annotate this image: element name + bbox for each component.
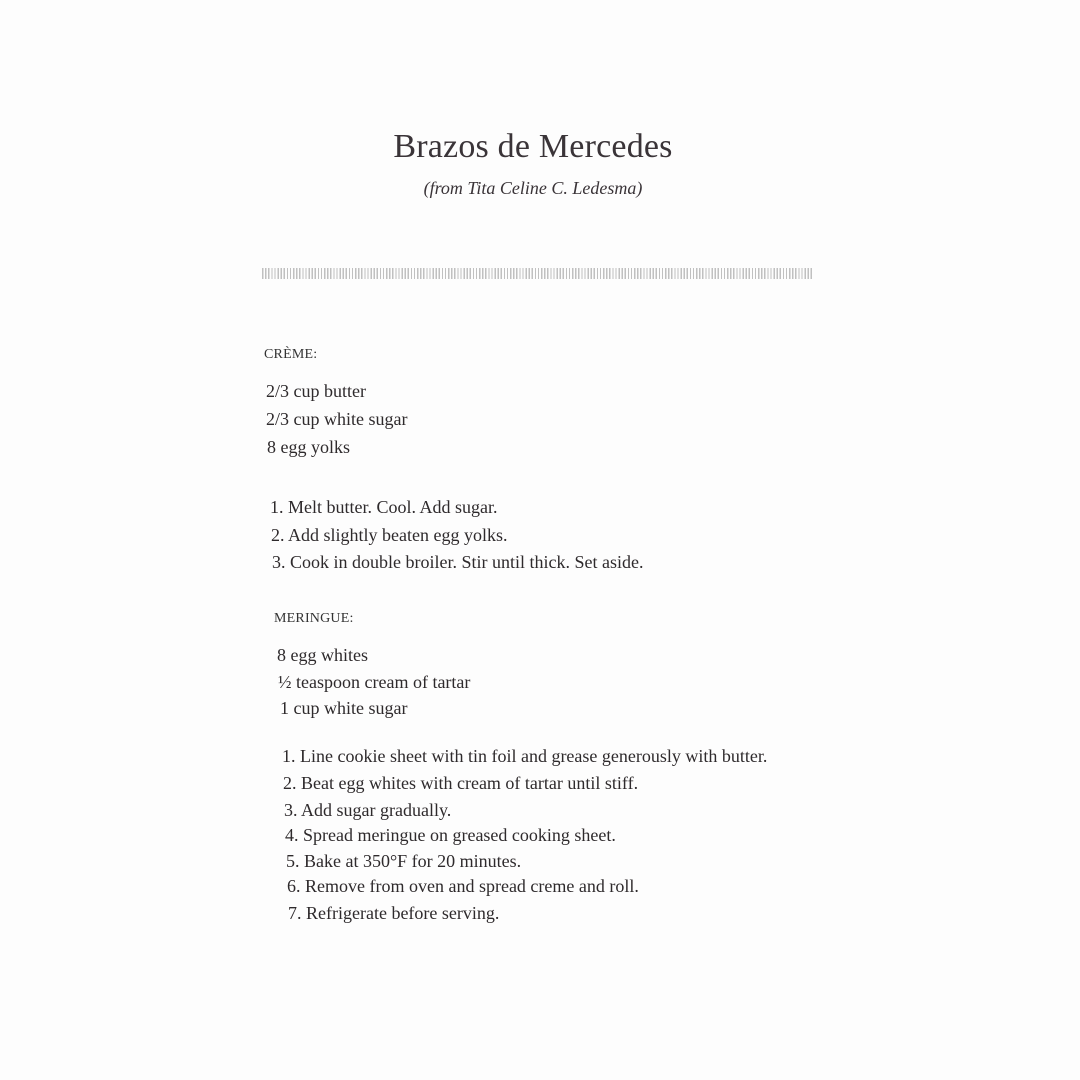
meringue-ingredient: 1 cup white sugar (280, 698, 408, 718)
creme-ingredient: 2/3 cup butter (266, 381, 366, 401)
meringue-step: 5. Bake at 350°F for 20 minutes. (286, 851, 522, 871)
meringue-ingredient: ½ teaspoon cream of tartar (278, 672, 471, 692)
meringue-step: 3. Add sugar gradually. (284, 800, 452, 820)
meringue-step: 4. Spread meringue on greased cooking sheet. (285, 825, 616, 845)
meringue-heading: MERINGUE: (274, 611, 354, 626)
meringue-ingredient: 8 egg whites (277, 645, 368, 665)
creme-ingredient: 2/3 cup white sugar (266, 409, 408, 429)
meringue-step: 1. Line cookie sheet with tin foil and grease generously with butter. (282, 746, 768, 766)
creme-step: 1. Melt butter. Cool. Add sugar. (270, 497, 498, 517)
meringue-step: 7. Refrigerate before serving. (288, 903, 500, 923)
meringue-step: 2. Beat egg whites with cream of tartar until stiff. (283, 773, 639, 793)
recipe-title: Brazos de Mercedes (393, 128, 673, 165)
recipe-attribution: (from Tita Celine C. Ledesma) (423, 178, 643, 198)
creme-heading: CRÈME: (264, 347, 318, 362)
creme-step: 2. Add slightly beaten egg yolks. (271, 525, 508, 545)
creme-ingredient: 8 egg yolks (267, 437, 350, 457)
creme-step: 3. Cook in double broiler. Stir until thick. Set aside. (272, 552, 644, 572)
meringue-step: 6. Remove from oven and spread creme and roll. (287, 876, 639, 896)
decorative-divider (262, 268, 814, 279)
